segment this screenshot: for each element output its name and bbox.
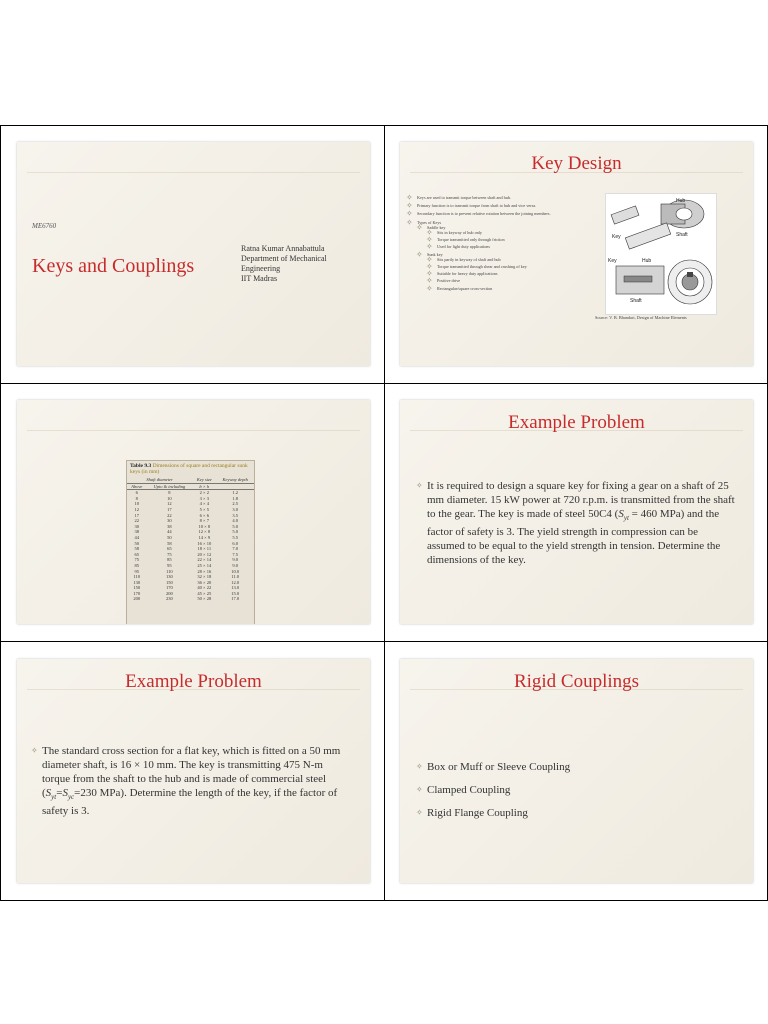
table-cell: 170 <box>133 590 141 596</box>
table-row <box>127 596 254 602</box>
figure-source: Source: V. B. Bhandari, Design of Machine Elements <box>595 315 687 320</box>
table-cell: 28 × 16 <box>197 568 212 574</box>
table-cell: 50 <box>134 540 139 546</box>
grid-line-left <box>0 125 1 901</box>
subheader-above: Above <box>127 483 147 490</box>
table-cell: 30 <box>134 523 139 529</box>
subheader-upto: Upto & including <box>147 483 193 490</box>
table-cell: 45 × 25 <box>197 590 212 596</box>
course-code: ME6760 <box>32 222 57 230</box>
table-cell: 13.0 <box>231 585 240 591</box>
table-cell: 22 <box>134 518 139 524</box>
author-institute: IIT Madras <box>241 274 278 283</box>
table-cell: 44 <box>134 534 139 540</box>
label-shaft: Shaft <box>676 232 688 238</box>
key-figure <box>605 193 717 315</box>
table-cell: 6 <box>135 490 138 496</box>
grid-line-middle <box>384 125 385 901</box>
author-name: Ratna Kumar Annabattula <box>241 244 325 253</box>
sub-sub-bullet: ✧ Suitable for heavy duty applications <box>426 271 586 276</box>
table-cell: 130 <box>133 579 141 585</box>
equals-sign: = <box>56 787 63 799</box>
table-cell: 85 <box>167 557 172 563</box>
table-cell: 8 × 7 <box>199 518 209 524</box>
label-hub: Hub <box>676 198 686 204</box>
table-cell: 6 × 6 <box>199 512 209 518</box>
slide-6 <box>400 659 753 883</box>
sub-sub-bullet: ✧ Positive drive <box>426 278 586 283</box>
table-cell: 22 <box>167 512 172 518</box>
syc-symbol: S <box>62 787 68 799</box>
bullet-item: ✧ Secondary function is to prevent relative rotation between the joining members. <box>406 211 586 216</box>
problem-text <box>31 744 349 818</box>
slide-1 <box>17 142 370 366</box>
table-cell: 1.8 <box>232 495 238 501</box>
slide-title: Example Problem <box>125 671 262 692</box>
problem-text-end: Determine the length of the key, if the factor of safety is 3. <box>42 787 338 818</box>
table-cell: 12.0 <box>231 579 240 585</box>
bullet-item: ✧ Keys are used to transmit torque between shaft and hub. <box>406 195 586 200</box>
slide-5 <box>17 659 370 883</box>
label-hub-2: Hub <box>642 258 652 264</box>
coupling-list <box>416 760 736 820</box>
author-dept: Department of Mechanical <box>241 254 327 263</box>
table-cell: 22 × 14 <box>197 557 212 563</box>
table-cell: 95 <box>134 568 139 574</box>
stress-value: =230 MPa). <box>74 787 127 799</box>
table-cell: 85 <box>134 562 139 568</box>
table-cell: 5.0 <box>232 529 238 535</box>
table-caption-text: Dimensions of square and rectangular sunk keys (in mm) <box>130 463 248 475</box>
table-cell: 65 <box>167 546 172 552</box>
table-cell: 8 <box>168 490 171 496</box>
table-cell: 50 × 28 <box>197 596 212 602</box>
table-cell: 75 <box>167 551 172 557</box>
table-cell: 10 <box>134 501 139 507</box>
slide-3 <box>17 400 370 624</box>
table-cell: 38 <box>134 529 139 535</box>
table-cell: 170 <box>165 585 173 591</box>
slide-2 <box>400 142 753 366</box>
table-cell: 230 <box>165 596 173 602</box>
bullet-item: ✧ Types of Keys <box>406 220 586 225</box>
sub-sub-bullet: ✧ Torque transmitted through shear and crushing of key <box>426 264 586 269</box>
sub-bullet-label: ✧ Saddle key <box>416 225 586 230</box>
syt-symbol: S <box>45 787 52 799</box>
table-cell: 75 <box>134 557 139 563</box>
slide-4 <box>400 400 753 624</box>
problem-text-end: = 460 MPa) and the factor of safety is 3. The yield strength in compression can be assumed to be equal to the yield strength in tension. Determine the dimensions of the key. <box>427 508 721 567</box>
table-body <box>127 490 254 602</box>
table-cell: 110 <box>166 568 173 574</box>
table-cell: 8 <box>135 495 138 501</box>
table-cell: 6.0 <box>232 540 238 546</box>
table-subheader-row <box>127 483 254 490</box>
sub-sub-bullet: ✧ Torque transmitted only through friction <box>426 237 586 242</box>
syc-subscript: yc <box>67 793 75 802</box>
table-cell: 58 <box>134 546 139 552</box>
table-cell: 17 <box>167 506 172 512</box>
problem-text-start: The standard cross section for a flat key, which is fitted on a 50 mm diameter shaft, is 16 × 10 mm. The key is transmitting 475 N-m torque from the shaft to the hub and is made of commercial steel ( <box>42 745 341 799</box>
table-caption <box>127 461 254 477</box>
table-cell: 10 × 8 <box>198 523 211 529</box>
table-cell: 12 <box>134 506 139 512</box>
table-cell: 2 × 2 <box>199 490 209 496</box>
slide-title: Key Design <box>531 153 622 174</box>
table-cell: 40 × 22 <box>197 585 212 591</box>
table-cell: 15.0 <box>231 590 240 596</box>
table-cell: 4 × 4 <box>199 501 209 507</box>
syt-subscript: yt <box>51 793 57 802</box>
table-cell: 18 × 11 <box>197 546 212 552</box>
header-shaft-diameter: Shaft diameter <box>127 477 192 483</box>
slide-title: Keys and Couplings <box>32 255 195 277</box>
header-key-size: Key size <box>192 477 216 483</box>
table-cell: 2.5 <box>232 501 238 507</box>
author-block <box>241 244 327 284</box>
subheader-blank <box>216 483 254 490</box>
table-cell: 11.0 <box>231 574 240 580</box>
table-cell: 20 × 12 <box>197 551 212 557</box>
syt-subscript: yt <box>623 514 629 523</box>
table-cell: 38 <box>167 523 172 529</box>
table-cell: 7.0 <box>232 546 238 552</box>
table-cell: 32 × 18 <box>197 574 212 580</box>
coupling-item: ✧ Clamped Coupling <box>416 783 736 797</box>
table-cell: 58 <box>167 540 172 546</box>
table-cell: 12 <box>167 501 172 507</box>
table-cell: 200 <box>133 596 141 602</box>
table-cell: 10 <box>167 495 172 501</box>
table-cell: 10.0 <box>231 568 240 574</box>
label-shaft-2: Shaft <box>630 298 642 304</box>
sub-sub-bullet: ✧ Rectangular/square cross-section <box>426 286 586 291</box>
table-cell: 150 <box>165 579 173 585</box>
sub-sub-bullet: ✧ Sits in keyway of hub only <box>426 230 586 235</box>
coupling-item: ✧ Rigid Flange Coupling <box>416 806 736 820</box>
coupling-item: ✧ Box or Muff or Sleeve Coupling <box>416 760 736 774</box>
label-key-2: Key <box>608 258 617 264</box>
table-cell: 5.0 <box>232 523 238 529</box>
table-cell: 12 × 8 <box>198 529 211 535</box>
table-cell: 200 <box>165 590 173 596</box>
header-keyway-depth: Keyway depth <box>216 477 254 483</box>
table-cell: 44 <box>167 529 172 535</box>
table-cell: 25 × 14 <box>197 562 212 568</box>
table-cell: 14 × 9 <box>198 534 211 540</box>
label-key: Key <box>612 234 621 240</box>
sub-sub-bullet: ✧ Sits partly in keyway of shaft and hub <box>426 257 586 262</box>
table-cell: 95 <box>167 562 172 568</box>
problem-text-start: It is required to design a square key for fixing a gear on a shaft of 25 mm diameter. 15 kW power at 720 r.p.m. is transmitted from the shaft to the gear. The key is made of steel 50C4 ( <box>427 480 735 520</box>
table-cell: 17 <box>134 512 139 518</box>
table-cell: 50 <box>167 534 172 540</box>
key-shaft-hub-drawing <box>606 194 716 314</box>
slide-title: Example Problem <box>508 412 645 433</box>
table-cell: 30 <box>167 518 172 524</box>
bullet-item: ✧ Primary function is to transmit torque from shaft to hub and vice versa. <box>406 203 586 208</box>
table-cell: 17.0 <box>231 596 240 602</box>
sunk-key-table <box>126 460 255 624</box>
table-cell: 4.0 <box>232 518 238 524</box>
table-cell: 36 × 20 <box>197 579 212 585</box>
table-cell: 110 <box>133 574 141 580</box>
table-cell: 5 × 5 <box>199 506 209 512</box>
key-design-bullets <box>406 195 586 291</box>
table-cell: 150 <box>133 585 141 591</box>
key-dimension-table <box>127 477 254 602</box>
table-cell: 3.5 <box>232 512 238 518</box>
sub-bullet-label: ✧ Sunk key <box>416 252 586 257</box>
table-cell: 3.0 <box>232 506 238 512</box>
table-cell: 1.2 <box>232 490 238 496</box>
problem-bullet <box>31 744 349 818</box>
table-cell: 130 <box>165 574 173 580</box>
table-cell: 16 × 10 <box>197 540 212 546</box>
table-cell: 5.5 <box>232 534 238 540</box>
table-cell: 9.0 <box>232 562 238 568</box>
sub-sub-bullet: ✧ Used for light duty applications <box>426 244 586 249</box>
table-cell: 9.0 <box>232 557 238 563</box>
slide-title: Rigid Couplings <box>513 671 640 692</box>
subheader-bxh: b × h <box>192 483 216 490</box>
problem-text <box>416 479 738 567</box>
table-cell: 3 × 3 <box>199 495 209 501</box>
problem-bullet <box>416 479 738 567</box>
author-dept-2: Engineering <box>241 264 281 273</box>
table-cell: 65 <box>134 551 139 557</box>
syt-symbol: S <box>618 508 624 520</box>
table-cell: 7.5 <box>232 551 238 557</box>
table-caption-number: Table 9.3 <box>130 463 152 469</box>
